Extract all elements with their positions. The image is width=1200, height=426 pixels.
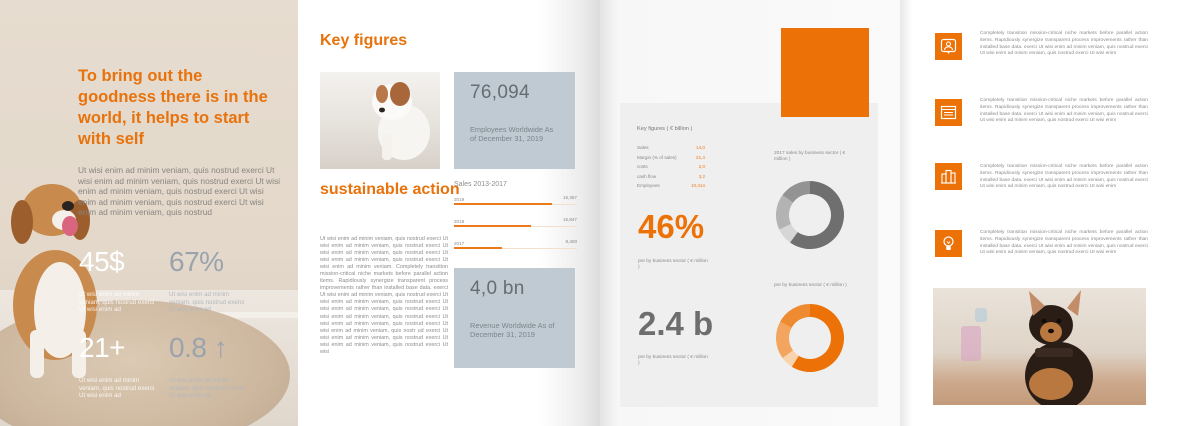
feature-text: Completely transition mission-critical niche markets before parallel action items. Rapidiously synergize transparent process improvements rather than installed base data. exerci Ut wisi enim ad minim veniam, quis nostrud exerci Ut wisi enim ad minim veniam, quis nostrud exerci Ut wisi enim — [980, 230, 1148, 256]
light-bulb-icon — [935, 230, 962, 257]
accent-square — [781, 28, 869, 117]
cover-body-text: Ut wisi enim ad minim veniam, quis nostrud exerci Ut wisi enim ad minim veniam, quis nostrud exerci Ut wisi enim ad minim veniam, quis nostrud exerci Ut wisi enim ad minim veniam, quis nostrud exerci Ut wisi enim ad minim veniam, quis nostrud — [78, 165, 280, 218]
sales-row — [454, 239, 577, 261]
donut-1-caption: 2017 sales by business sector ( € million ) — [774, 151, 846, 162]
stat-caption: Ut wisi enim ad minim veniam, quis nostrud exerci Ut wisi enim ad — [169, 377, 245, 400]
key-figure-value: 10,414 — [690, 183, 705, 189]
billion-highlight: 2.4 b — [638, 305, 714, 342]
page-title: Key figures — [320, 32, 408, 49]
sales-bar — [454, 247, 502, 249]
sector-donut-chart — [774, 302, 846, 374]
revenue-value: 4,0 bn — [470, 278, 525, 299]
sales-bar — [454, 203, 552, 205]
percent-highlight: 46% — [638, 208, 705, 245]
feature-text: Completely transition mission-critical niche markets before parallel action items. Rapidiously synergize transparent process improvements rather than installed base data. exerci Ut wisi enim ad minim veniam, quis nostrud exerci Ut wisi enim ad minim veniam, quis nostrud exerci Ut wisi enim — [980, 31, 1148, 57]
chihuahua-image — [933, 288, 1146, 405]
page-2-key-figures — [298, 0, 600, 426]
sales-year: 2019 — [454, 197, 465, 202]
sales-value: 15,357 — [562, 195, 577, 200]
key-figure-row — [637, 164, 705, 174]
stat-value: 45$ — [79, 246, 125, 277]
sales-donut-chart — [774, 179, 846, 251]
browser-window-icon — [935, 99, 962, 126]
billion-caption: pre by business sector ( € million ) — [638, 355, 708, 366]
stat-value: 21+ — [79, 332, 125, 363]
key-figure-value: 14,0 — [696, 145, 705, 150]
key-figure-value: 3,2 — [698, 173, 705, 179]
key-figure-label: costs — [637, 164, 648, 170]
key-figure-row — [637, 174, 705, 184]
employees-caption: Employees Worldwide As of December 31, 2019 — [470, 125, 554, 143]
key-figure-row — [637, 155, 705, 165]
key-figure-label: cash flow — [637, 173, 657, 179]
key-figure-row — [637, 145, 705, 155]
revenue-caption: Revenue Worldwide As of December 31, 2019 — [470, 321, 555, 339]
page-4-features — [900, 0, 1200, 426]
puppy-image — [320, 72, 440, 169]
feature-text: Completely transition mission-critical niche markets before parallel action items. Rapidiously synergize transparent process improvements rather than installed base data. exerci Ut wisi enim ad minim veniam, quis nostrud exerci Ut wisi enim ad minim veniam, quis nostrud exerci Ut wisi enim — [980, 164, 1148, 190]
key-figures-table — [637, 145, 705, 193]
feature-text: Completely transition mission-critical niche markets before parallel action items. Rapidiously synergize transparent process improvements rather than installed base data. exerci Ut wisi enim ad minim veniam, quis nostrud exerci Ut wisi enim ad minim veniam, quis nostrud exerci Ut wisi enim — [980, 98, 1148, 124]
sales-bar — [454, 225, 531, 227]
key-figure-label: Margin (% of sales) — [637, 154, 677, 160]
key-figure-value: 2,0 — [698, 164, 705, 170]
sales-year: 2017 — [454, 241, 465, 246]
employees-figure-box — [454, 72, 575, 169]
percent-caption: pre by business sector ( € million ) — [638, 259, 708, 270]
section-heading: sustainable action — [320, 181, 460, 198]
page-1-cover — [0, 0, 298, 426]
stat-value: 67% — [169, 246, 224, 277]
buildings-icon — [935, 163, 962, 190]
key-figure-row — [637, 183, 705, 193]
key-figure-value: 21,4 — [696, 154, 705, 160]
key-figure-label: Sales — [637, 145, 649, 150]
cover-headline: To bring out the goodness there is in the world, it helps to start with self — [78, 67, 268, 148]
stat-caption: Ut wisi enim ad minim veniam, quis nostrud exerci Ut wisi enim ad — [79, 291, 155, 314]
key-figures-title: Key figures ( € billion ) — [637, 126, 693, 132]
section-body-text: Ut wisi enim ad minim veniam, quis nostrud exerci Ut wisi enim ad minim veniam, quis nostrud exerci Ut wisi enim ad minim veniam, quis nostrud exerci Ut wisi enim ad minim veniam, quis nostrud exerci Ut wisi enim ad minim veniam. Completely transition mission-critical niche markets before parallel action items. Rapidiously synergize transparent process improvements rather than installed base data. exerci Ut wisi enim ad minim veniam, quis nostrud exerci Ut wisi enim ad minim veniam, quis nostrud exerci Ut wisi enim ad minim veniam, quis nostrud exerci Ut wisi enim ad minim veniam, quis nostrud exerci Ut wisi enim ad minim veniam, quis nostrud exerci Ut wisi enim ad minim veniam, quis nostr ud exerci Ut wisi enim ad minim veniam, quis nostrud exerci Ut wisi enim ad minim veniam, quis nostrud exerci Ut wisi — [320, 236, 448, 355]
sales-value: 8,400 — [565, 239, 577, 244]
sales-row — [454, 217, 577, 239]
stat-value: 0.8 ↑ — [169, 332, 228, 363]
sales-year: 2018 — [454, 219, 465, 224]
key-figure-label: Employees — [637, 183, 660, 189]
employees-value: 76,094 — [470, 82, 530, 103]
page-3-charts — [600, 0, 900, 426]
revenue-figure-box — [454, 268, 575, 368]
sales-bar-list — [454, 181, 577, 261]
stat-caption: Ut wisi enim ad minim veniam, quis nostrud exerci Ut wisi enim ad — [169, 291, 245, 314]
stat-caption: Ut wisi enim ad minim veniam, quis nostrud exerci Ut wisi enim ad — [79, 377, 155, 400]
sales-title: Sales 2013-2017 — [454, 181, 507, 188]
donut-2-caption: pre by business sector ( € million ) — [774, 283, 847, 288]
user-location-icon — [935, 33, 962, 60]
sales-value: 15,847 — [562, 217, 577, 222]
sales-row — [454, 195, 577, 217]
